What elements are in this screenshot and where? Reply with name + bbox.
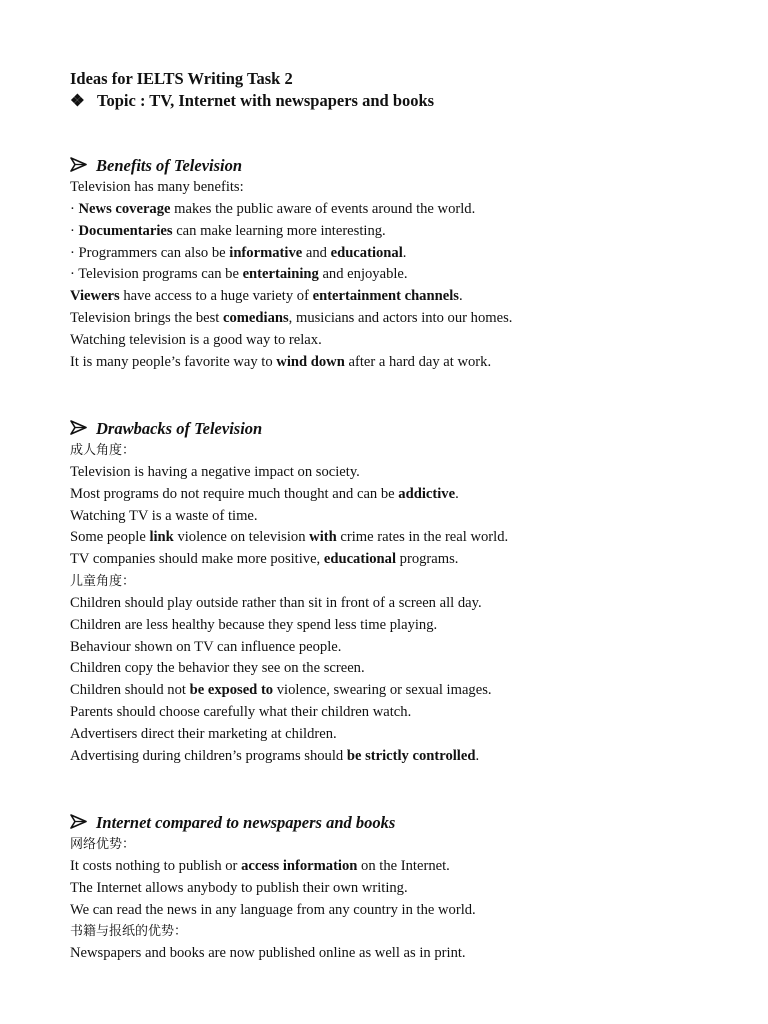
section-body	[70, 834, 476, 965]
section-heading-drawbacks	[70, 418, 262, 440]
text-run: It is many people’s favorite way to	[70, 353, 277, 370]
bold-phrase: comedians	[223, 310, 289, 327]
bold-phrase: wind down	[276, 353, 345, 370]
body-line	[70, 637, 508, 659]
body-line	[70, 549, 508, 571]
text-run: Advertising during children’s programs should	[70, 747, 347, 764]
bold-phrase: Documentaries	[78, 222, 173, 239]
text-run: violence on television	[173, 529, 310, 546]
text-run: and enjoyable.	[318, 266, 408, 283]
bold-phrase: educational	[323, 551, 397, 568]
text-run: .	[455, 485, 459, 502]
body-line	[70, 440, 508, 462]
body-line	[70, 878, 476, 900]
text-run: We can read the news in any language from any country in the world.	[70, 901, 476, 918]
body-line	[70, 593, 508, 615]
body-line	[70, 308, 512, 330]
bold-phrase: News coverage	[78, 200, 171, 217]
body-line	[70, 658, 508, 680]
text-run: programs.	[396, 551, 459, 568]
text-run: Children are less healthy because they spend less time playing.	[70, 616, 438, 633]
bold-phrase: educational	[330, 244, 403, 261]
bold-phrase: entertainment channels	[312, 288, 459, 305]
body-line	[70, 330, 512, 352]
bold-phrase: link	[149, 529, 174, 546]
bold-phrase: entertaining	[242, 266, 319, 283]
text-run: Children should play outside rather than sit in front of a screen all day.	[70, 594, 482, 611]
body-line	[70, 900, 476, 922]
topic-line	[70, 90, 434, 112]
body-line	[70, 506, 508, 528]
text-run: Parents should choose carefully what their children watch.	[70, 704, 412, 721]
text-run: Children copy the behavior they see on the screen.	[70, 660, 365, 677]
text-run: It costs nothing to publish or	[70, 857, 242, 874]
body-line	[70, 177, 512, 199]
bold-phrase: informative	[229, 244, 303, 261]
document-title: Ideas for IELTS Writing Task 2	[70, 69, 293, 88]
bold-phrase: access information	[241, 857, 358, 874]
text-run: Watching TV is a waste of time.	[70, 507, 258, 524]
text-run: The Internet allows anybody to publish their own writing.	[70, 879, 408, 896]
text-run: TV companies should make more positive,	[70, 551, 324, 568]
bold-phrase: addictive	[398, 485, 456, 502]
body-line	[70, 702, 508, 724]
text-run: Television brings the best	[70, 310, 223, 327]
bold-phrase: be strictly controlled	[346, 747, 476, 764]
text-run: , musicians and actors into our homes.	[288, 310, 513, 327]
chinese-subheading: 网络优势：	[70, 837, 136, 852]
body-line	[70, 243, 512, 265]
text-run: Television has many benefits:	[70, 179, 244, 195]
bold-phrase: with	[309, 529, 337, 546]
body-line	[70, 746, 508, 768]
text-run: Television is having a negative impact on society.	[70, 463, 360, 480]
chinese-subheading: 成人角度：	[70, 443, 136, 458]
section-body	[70, 177, 512, 374]
text-run: and	[302, 244, 331, 261]
text-run: .	[402, 244, 407, 261]
text-run: have access to a huge variety of	[119, 288, 313, 305]
chinese-subheading: 书籍与报纸的优势：	[70, 924, 188, 940]
text-run: Advertisers direct their marketing at children.	[70, 725, 337, 742]
section-heading-text: Internet compared to newspapers and books	[96, 813, 396, 832]
body-line	[70, 199, 512, 221]
text-run: after a hard day at work.	[344, 353, 492, 370]
body-line	[70, 527, 508, 549]
text-run: Children should not	[70, 682, 190, 699]
body-line	[70, 615, 508, 637]
text-run: · Television programs can be	[70, 266, 243, 283]
section-body	[70, 440, 508, 768]
section-heading-text: Benefits of Television	[96, 156, 243, 175]
body-line	[70, 680, 508, 702]
body-line	[70, 856, 476, 878]
body-line	[70, 943, 476, 965]
bold-phrase: Viewers	[70, 288, 120, 305]
arrow-bullet-icon	[70, 418, 96, 440]
text-run: can make learning more interesting.	[172, 222, 386, 239]
text-run: on the Internet.	[357, 857, 450, 874]
body-line	[70, 221, 512, 243]
body-line	[70, 484, 508, 506]
diamond-bullet-icon: ❖	[70, 91, 85, 110]
body-line	[70, 571, 508, 593]
topic-text: Topic : TV, Internet with newspapers and books	[97, 91, 435, 110]
body-line	[70, 264, 512, 286]
text-run: crime rates in the real world.	[336, 529, 509, 546]
text-run: Behaviour shown on TV can influence people.	[70, 638, 342, 655]
section-heading-internet	[70, 812, 395, 834]
body-line	[70, 921, 476, 943]
chinese-subheading: 儿童角度：	[70, 574, 136, 590]
section-heading-text: Drawbacks of Television	[96, 419, 263, 438]
section-heading-benefits	[70, 155, 242, 177]
text-run: ·	[70, 200, 79, 217]
text-run: violence, swearing or sexual images.	[273, 682, 492, 699]
body-line	[70, 352, 512, 374]
text-run: .	[458, 288, 463, 305]
text-run: Some people	[70, 529, 150, 546]
arrow-bullet-icon	[70, 812, 96, 834]
body-line	[70, 724, 508, 746]
body-line	[70, 834, 476, 856]
text-run: makes the public aware of events around the world.	[170, 200, 476, 217]
text-run: Most programs do not require much thought and can be	[70, 485, 399, 502]
text-run: ·	[70, 222, 79, 239]
text-run: · Programmers can also be	[70, 244, 230, 261]
text-run: Watching television is a good way to relax.	[70, 331, 322, 348]
body-line	[70, 286, 512, 308]
text-run: .	[475, 747, 480, 764]
text-run: Newspapers and books are now published online as well as in print.	[70, 945, 466, 962]
bold-phrase: be exposed to	[189, 682, 274, 699]
arrow-bullet-icon	[70, 155, 96, 177]
body-line	[70, 462, 508, 484]
